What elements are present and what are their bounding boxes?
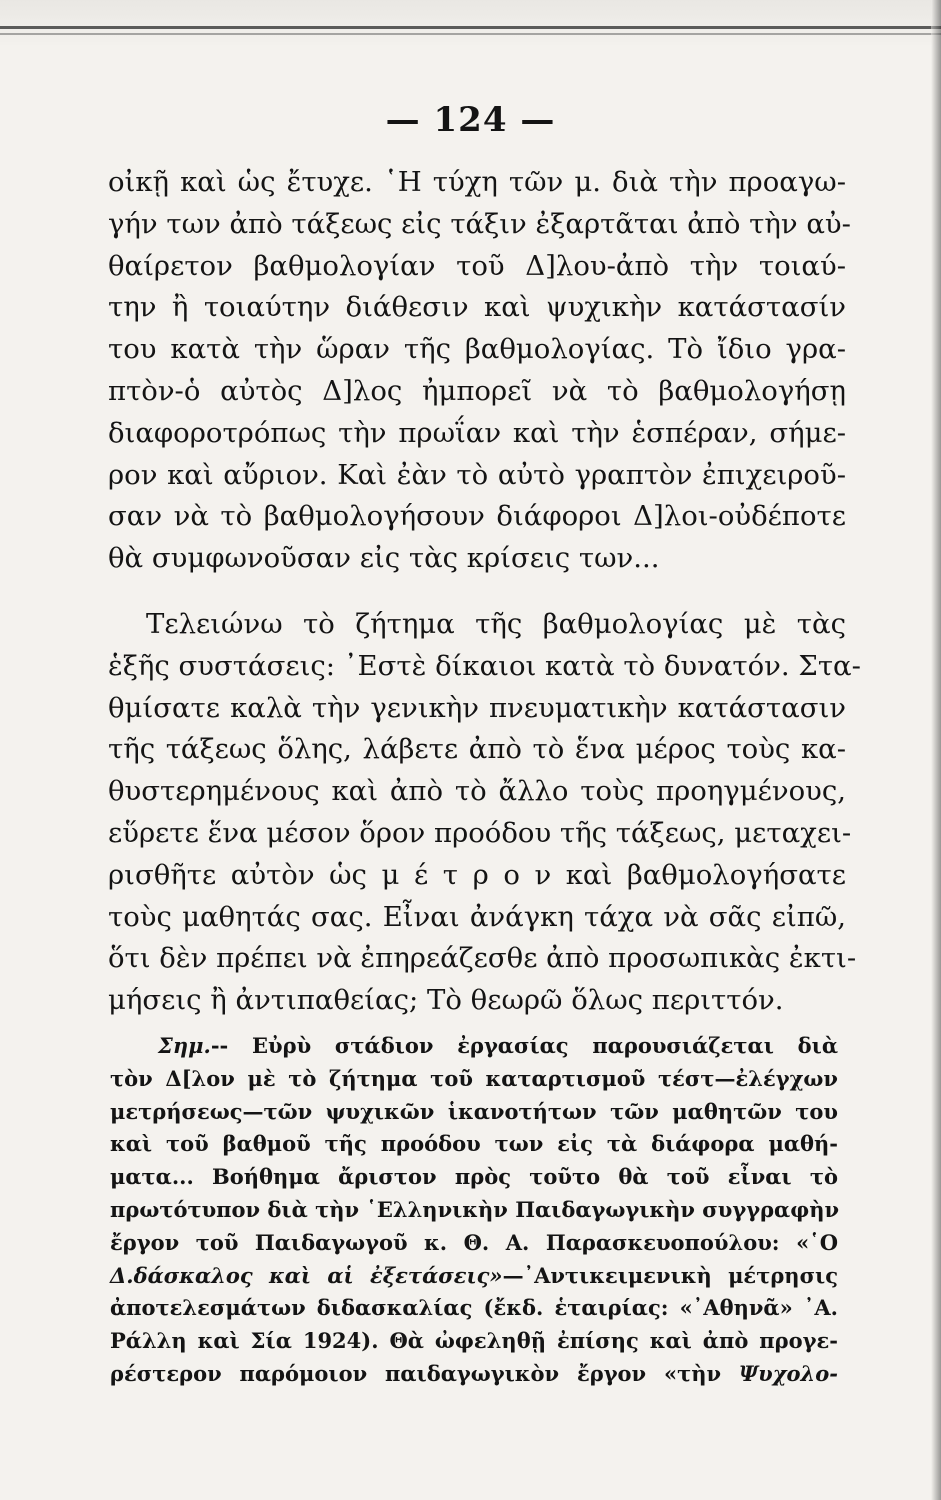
text-line: θυστερημένους καὶ ἀπὸ τὸ ἄλλο τοὺς προηγμένους,: [108, 775, 846, 808]
text-line: θὰ συμφωνοῦσαν εἰς τὰς κρίσεις των...: [108, 542, 660, 575]
footnote-line: ματα... Βοήθημα ἄριστον πρὸς τοῦτο θὰ τοῦ εἶναι τὸ: [110, 1164, 838, 1190]
book-title: Δ.δάσκαλος καὶ αἱ ἐξετάσεις»: [110, 1262, 503, 1288]
paragraph-2: [108, 604, 861, 1022]
text-line: ρισθῆτε αὐτὸν ὡς μ έ τ ρ ο ν καὶ βαθμολογήσατε: [108, 858, 846, 891]
text-line: θαίρετον βαθμολογίαν τοῦ Δ]λου-ἀπὸ τὴν τοιαύ-: [108, 249, 846, 282]
footnote-line: καὶ τοῦ βαθμοῦ τῆς προόδου των εἰς τὰ διάφορα μαθή-: [110, 1131, 838, 1157]
text-line: ἑξῆς συστάσεις: ᾿Εστὲ δίκαιοι κατὰ τὸ δυνατόν. Στα-: [108, 649, 861, 682]
footnote-text: ρέστερον παρόμοιον παιδαγωγικὸν ἔργον «τὴν: [110, 1360, 722, 1386]
text-line: ρον καὶ αὔριον. Καὶ ἐὰν τὸ αὐτὸ γραπτὸν ἐπιχειροῦ-: [108, 458, 846, 491]
page-number: — 124 —: [385, 100, 556, 140]
text-line: εὕρετε ἕνα μέσον ὅρον προόδου τῆς τάξεως, μεταχει-: [108, 816, 852, 849]
footnote-line: [110, 1030, 838, 1063]
footnote-line: ἀποτελεσμάτων διδασκαλίας (ἔκδ. ἑταιρίας: «᾿Αθηνᾶ» ᾿Α.: [110, 1295, 838, 1321]
footnote-text: —᾿Αντικειμενικὴ μέτρησις: [502, 1262, 838, 1288]
text-line: του κατὰ τὴν ὥραν τῆς βαθμολογίας. Τὸ ἴδιο γρα-: [108, 333, 846, 366]
book-title: Ψυχολο-: [738, 1360, 838, 1386]
footnote-line: ἔργον τοῦ Παιδαγωγοῦ κ. Θ. Α. Παρασκευοπούλου: «῾Ο: [110, 1229, 838, 1255]
text-line: ὅτι δὲν πρέπει νὰ ἐπηρεάζεσθε ἀπὸ προσωπικὰς ἐκτι-: [108, 942, 857, 975]
footnote-line: [110, 1260, 838, 1293]
text-line: θμίσατε καλὰ τὴν γενικὴν πνευματικὴν κατάστασιν: [108, 691, 846, 724]
text-line: πτὸν-ὁ αὐτὸς Δ]λος ἠμπορεῖ νὰ τὸ βαθμολογήσῃ: [108, 374, 846, 407]
text-line: Τελειώνω τὸ ζήτημα τῆς βαθμολογίας μὲ τὰς: [146, 608, 846, 640]
text-line: μήσεις ἢ ἀντιπαθείας; Τὸ θεωρῶ ὅλως περιττόν.: [108, 984, 784, 1017]
scan-top-edge: [0, 0, 941, 48]
footnote-line: τὸν Δ[λον μὲ τὸ ζήτημα τοῦ καταρτισμοῦ τέστ—ἐλέγχων: [110, 1065, 838, 1091]
text-line: οἰκῇ καὶ ὡς ἔτυχε. ῾Η τύχη τῶν μ. διὰ τὴν προαγω-: [108, 166, 846, 198]
text-line: σαν νὰ τὸ βαθμολογήσουν διάφοροι Δ]λοι-οὐδέποτε: [108, 500, 846, 533]
footnote-label: Σημ.: [158, 1033, 211, 1058]
footnote-line: Ράλλη καὶ Σία 1924). Θὰ ὠφεληθῇ ἐπίσης καὶ ἀπὸ προγε-: [110, 1328, 838, 1354]
footnote-text: -- Εὐρὺ στάδιον ἐργασίας παρουσιάζεται διὰ: [210, 1033, 838, 1058]
footnote-line: [110, 1358, 838, 1391]
text-line: την ἢ τοιαύτην διάθεσιν καὶ ψυχικὴν κατάστασίν: [108, 291, 846, 324]
text-line: τῆς τάξεως ὅλης, λάβετε ἀπὸ τὸ ἕνα μέρος τοὺς κα-: [108, 733, 846, 766]
text-line: γήν των ἀπὸ τάξεως εἰς τάξιν ἐξαρτᾶται ἀπὸ τὴν αὐ-: [108, 207, 851, 240]
paragraph-1: [108, 162, 851, 580]
text-line: τοὺς μαθητάς σας. Εἶναι ἀνάγκη τάχα νὰ σᾶς εἰπῶ,: [108, 900, 846, 933]
footnote-line: πρωτότυπον διὰ τὴν ῾Ελληνικὴν Παιδαγωγικὴν συγγραφὴν: [110, 1196, 840, 1222]
scan-right-edge: [931, 0, 941, 1500]
footnote: [110, 1030, 838, 1391]
footnote-line: μετρήσεως—τῶν ψυχικῶν ἱκανοτήτων τῶν μαθητῶν του: [110, 1098, 838, 1124]
text-line: διαφοροτρόπως τὴν πρωΐαν καὶ τὴν ἑσπέραν, σήμε-: [108, 416, 846, 449]
